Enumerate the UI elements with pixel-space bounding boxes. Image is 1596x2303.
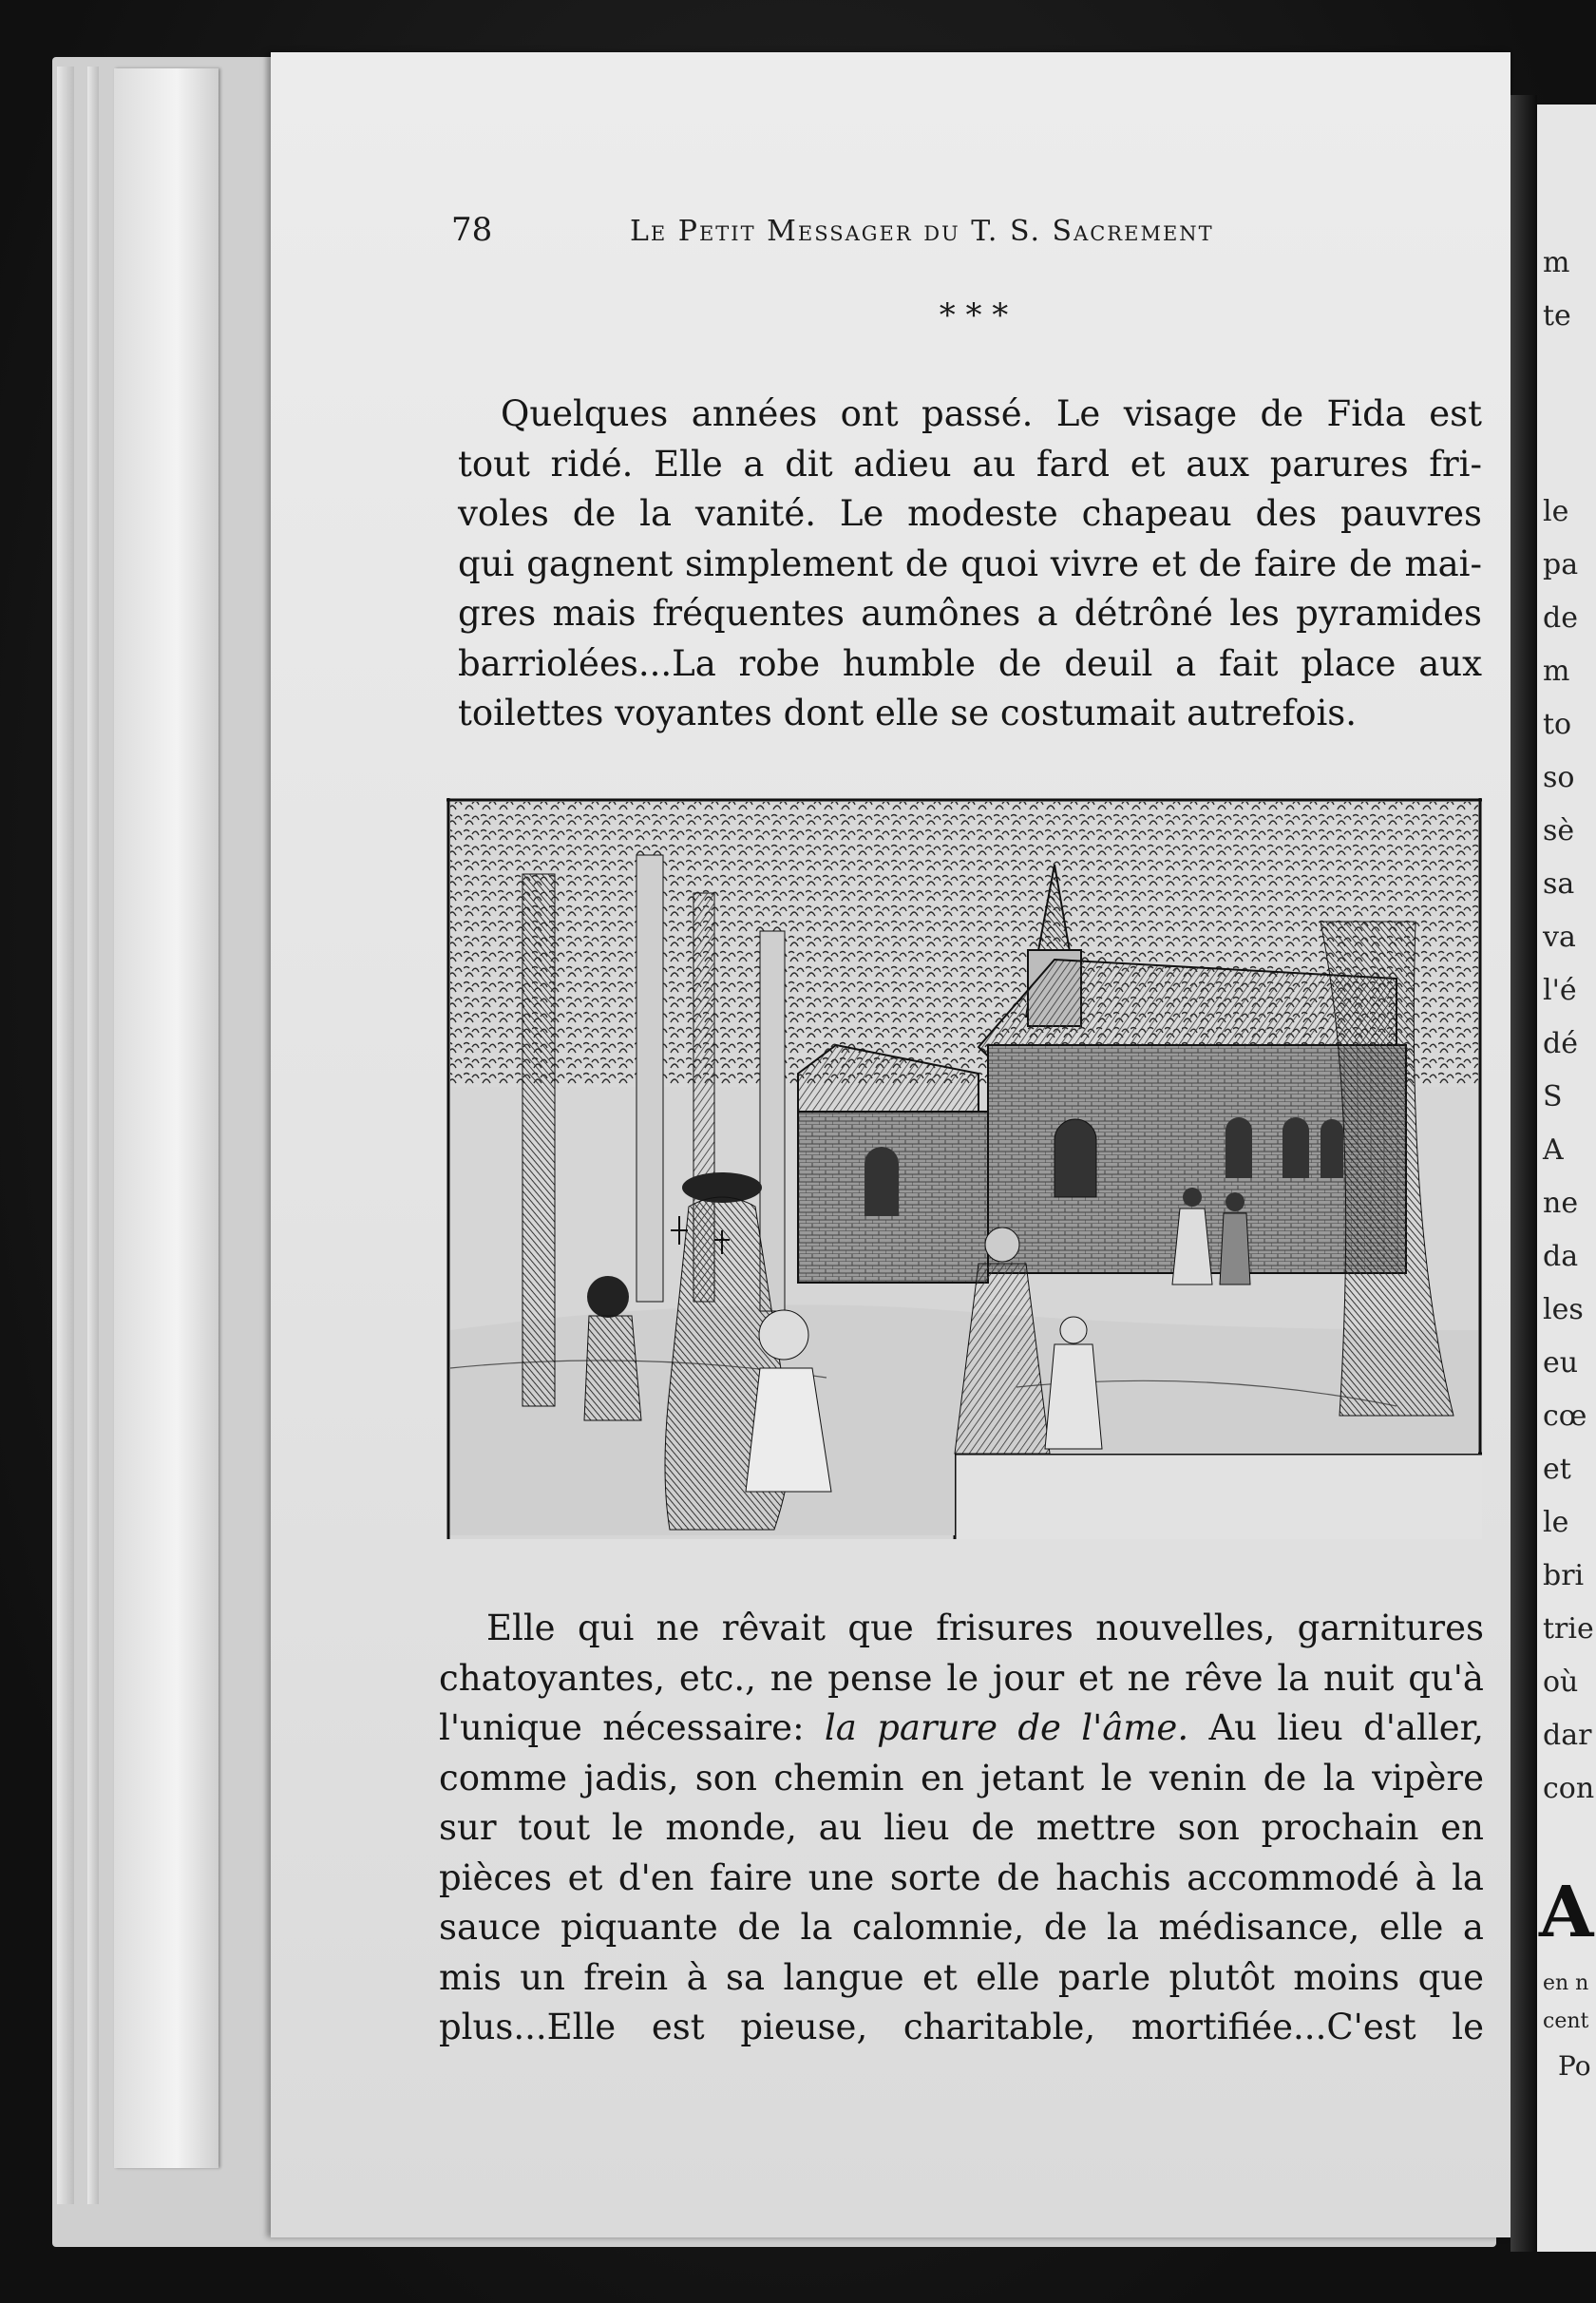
facing-page-fragment: m (1543, 246, 1570, 279)
facing-page-small-line: cent (1543, 2009, 1589, 2033)
page-fore-edge (114, 68, 218, 2168)
facing-page-fragment: les (1543, 1293, 1584, 1326)
text-line: gres mais fréquentes aumônes a détrôné les pyramides (458, 593, 1482, 634)
italic-phrase: la parure de l'âme. (824, 1707, 1189, 1748)
facing-page-fragment: m (1543, 655, 1570, 688)
facing-page-fragment: de (1543, 601, 1578, 635)
text-line: comme jadis, son chemin en jetant le venin de la vipère (439, 1757, 1484, 1799)
facing-page-fragment: eu (1543, 1346, 1579, 1380)
page-edge (87, 67, 99, 2204)
facing-page-heading: A (1539, 1872, 1594, 1953)
facing-page-fragment: te (1543, 299, 1571, 333)
section-ornament: * * * (939, 296, 1009, 334)
text-run: Au lieu d'aller, (1208, 1707, 1484, 1748)
page-edge (57, 67, 74, 2204)
facing-page (1537, 105, 1596, 2252)
text-line: voles de la vanité. Le modeste chapeau des pauvres (458, 493, 1482, 534)
text-line: pièces et d'en faire une sorte de hachis accommodé à la (439, 1856, 1484, 1898)
facing-page-fragment: dar (1543, 1719, 1592, 1752)
page-number: 78 (451, 211, 493, 249)
facing-page-fragment: le (1543, 495, 1569, 528)
facing-page-fragment: sa (1543, 867, 1575, 901)
church-illustration (446, 798, 1482, 1539)
facing-page-fragment: con (1543, 1772, 1595, 1805)
book-gutter (1510, 95, 1537, 2252)
text-line: sur tout le monde, au lieu de mettre son prochain en (439, 1807, 1484, 1848)
facing-page-fragment: A (1543, 1133, 1564, 1167)
text-line: mis un frein à sa langue et elle parle plutôt moins que (439, 1956, 1484, 1998)
facing-page-fragment: da (1543, 1240, 1579, 1273)
facing-page-small-line: en n (1543, 1971, 1589, 1995)
text-line: Elle qui ne rêvait que frisures nouvelles, garnitures (486, 1608, 1484, 1648)
facing-page-small-line: Po (1558, 2050, 1591, 2082)
text-line: barriolées...La robe humble de deuil a fait place aux (458, 642, 1482, 684)
text-line: toilettes voyantes dont elle se costumait autrefois. (458, 693, 1358, 733)
facing-page-fragment: sè (1543, 814, 1575, 847)
facing-page-fragment: l'é (1543, 974, 1577, 1007)
text-line: tout ridé. Elle a dit adieu au fard et aux parures fri- (458, 443, 1482, 485)
facing-page-fragment: pa (1543, 548, 1579, 581)
facing-page-fragment: dé (1543, 1027, 1578, 1060)
page-header (451, 211, 1449, 258)
paragraph-2 (439, 1604, 1484, 2053)
facing-page-fragment: où (1543, 1665, 1579, 1699)
facing-page-fragment: le (1543, 1506, 1569, 1539)
text-line: plus...Elle est pieuse, charitable, mortifiée...C'est le (439, 2007, 1484, 2047)
facing-page-fragment: cœ (1543, 1399, 1587, 1433)
text-run: l'unique nécessaire: (439, 1707, 805, 1748)
facing-page-fragment: so (1543, 761, 1575, 794)
facing-page-fragment: to (1543, 708, 1572, 741)
facing-page-fragment: S (1543, 1080, 1563, 1113)
facing-page-fragment: et (1543, 1453, 1571, 1486)
text-line: sauce piquante de la calomnie, de la médisance, elle a (439, 1907, 1484, 1948)
text-line: qui gagnent simplement de quoi vivre et de faire de mai- (458, 542, 1482, 584)
text-line: chatoyantes, etc., ne pense le jour et ne rêve la nuit qu'à (439, 1657, 1484, 1699)
facing-page-fragment: trie (1543, 1612, 1594, 1646)
text-line: Quelques années ont passé. Le visage de Fida est (501, 393, 1482, 434)
text-line-with-italic (439, 1703, 1484, 1754)
paragraph-1 (458, 390, 1482, 739)
facing-page-fragment: va (1543, 921, 1576, 954)
facing-page-fragment: ne (1543, 1187, 1579, 1220)
facing-page-fragment: bri (1543, 1559, 1585, 1592)
running-title: Le Petit Messager du T. S. Sacrement (630, 215, 1214, 248)
